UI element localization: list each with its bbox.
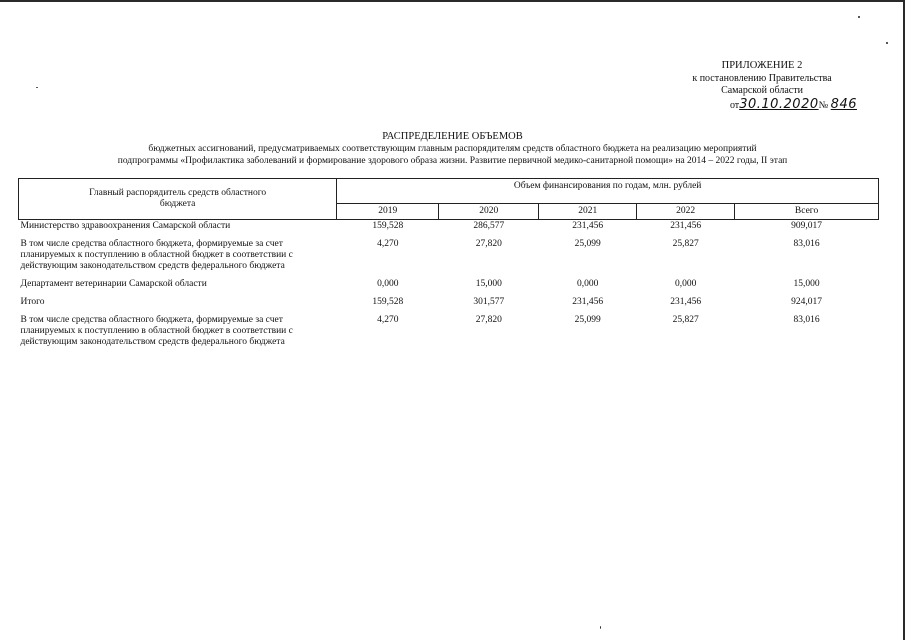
row-value: 83,016: [793, 239, 820, 249]
row-value: 159,528: [372, 221, 404, 231]
header-year-2022: 2022: [637, 204, 735, 220]
row-name: В том числе средства областного бюджета, формируемые за счет планируемых к поступлению в областной бюджет в соответствии с действующим законодательством средств федерального бюджета: [20, 315, 293, 347]
row-value: 15,000: [475, 279, 502, 289]
row-value: 4,270: [377, 239, 399, 249]
row-value: 924,017: [791, 297, 822, 307]
header-year-2021: 2021: [539, 204, 637, 220]
row-value: 27,820: [475, 315, 502, 325]
date-prefix: от: [729, 99, 740, 111]
row-value: 231,456: [572, 297, 604, 307]
row-value: 15,000: [793, 279, 820, 289]
number-prefix: №: [818, 99, 829, 111]
row-value: 159,528: [372, 297, 404, 307]
row-value: 27,820: [475, 239, 502, 249]
scan-border-top: [0, 0, 905, 2]
scan-speck: [36, 87, 38, 88]
header-year-2019: 2019: [337, 204, 439, 220]
appendix-decree-line: к постановлению Правительства: [692, 72, 832, 84]
appendix-region-line: Самарской области: [721, 85, 803, 96]
table-row: [19, 273, 879, 291]
header-funding: Объем финансирования по годам, млн. рублей: [337, 179, 879, 204]
header-total: Всего: [735, 204, 879, 220]
row-value: 231,456: [572, 221, 604, 231]
row-value: 83,016: [793, 315, 820, 325]
row-value: 231,456: [670, 297, 702, 307]
row-value: 0,000: [377, 279, 399, 289]
funding-table: [18, 178, 879, 349]
row-value: 4,270: [377, 315, 399, 325]
scan-speck: [858, 16, 860, 18]
table-row: [19, 233, 879, 273]
header-year-2020: 2020: [439, 204, 539, 220]
row-value: 25,099: [574, 315, 601, 325]
appendix-title: ПРИЛОЖЕНИЕ 2: [721, 60, 803, 71]
row-name: Итого: [20, 297, 45, 307]
appendix-block: [667, 60, 857, 112]
row-value: 286,577: [473, 221, 505, 231]
row-value: 0,000: [674, 279, 697, 289]
table-header-row: [19, 179, 879, 204]
header-distributor: Главный распорядитель средств областного бюджета: [19, 179, 337, 220]
table-row: [19, 220, 879, 234]
row-value: 909,017: [791, 221, 822, 231]
row-value: 25,099: [574, 239, 601, 249]
document-subtitle-line-2: подпрограммы «Профилактика заболеваний и формирование здорового образа жизни. Развитие первичной медико-санитарной помощи» на 2014 – 2022 годы, II этап: [117, 156, 788, 166]
document-heading: [0, 131, 905, 167]
table-row: [19, 291, 879, 309]
row-value: 25,827: [672, 315, 699, 325]
table-row: [19, 309, 879, 349]
row-value: 301,577: [473, 297, 505, 307]
scan-speck: [886, 42, 888, 44]
row-name: В том числе средства областного бюджета, формируемые за счет планируемых к поступлению в областной бюджет в соответствии с действующим законодательством средств федерального бюджета: [20, 239, 293, 271]
row-name: Департамент ветеринарии Самарской области: [20, 279, 207, 289]
row-value: 25,827: [672, 239, 699, 249]
row-name: Министерство здравоохранения Самарской области: [20, 221, 231, 231]
appendix-date-line: [667, 96, 857, 113]
document-title: РАСПРЕДЕЛЕНИЕ ОБЪЕМОВ: [382, 131, 523, 142]
handwritten-date: 30.10.2020: [739, 96, 819, 112]
document-subtitle-line-1: бюджетных ассигнований, предусматриваемых соответствующим главным распорядителям средств областного бюджета на реализацию мероприятий: [148, 144, 757, 154]
handwritten-number: 846: [830, 96, 857, 112]
row-value: 0,000: [577, 279, 599, 289]
scan-speck: [600, 626, 601, 629]
row-value: 231,456: [670, 221, 702, 231]
